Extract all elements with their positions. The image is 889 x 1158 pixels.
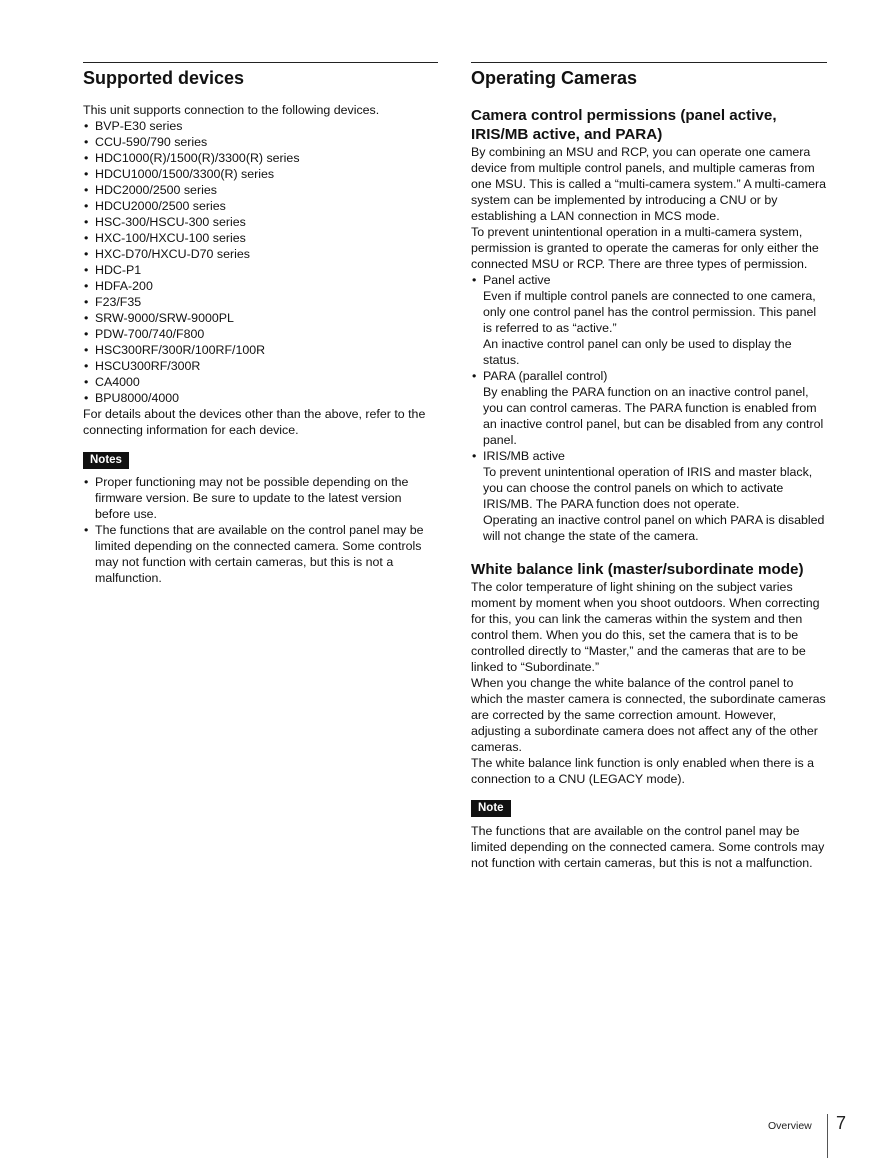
device-list-item: • BVP-E30 series — [83, 118, 438, 134]
device-list-item: • HSC300RF/300R/100RF/100R — [83, 342, 438, 358]
permission-item-title: • Panel active — [483, 273, 551, 287]
device-list-item: • F23/F35 — [83, 294, 438, 310]
permission-item-text: To prevent unintentional operation of IRIS and master black, you can choose the control panels on which to activate IRIS/MB. The PARA function does not operate. — [483, 465, 813, 511]
paragraph: By combining an MSU and RCP, you can operate one camera device from multiple control panels, and multiple cameras from one MSU. This is called a “multi-camera system.” A multi-camera system can be implemented by introducing a CNU or by establishing a LAN connection in MCS mode. — [471, 145, 827, 223]
paragraph: The color temperature of light shining on the subject varies moment by moment when you shoot outdoors. When correcting for this, you can link the cameras within the system and then control them. When you do this, set the camera that is to be controlled directly to “Master,” and the cameras that are to be linked to “Subordinate.” — [471, 580, 820, 674]
section-rule — [83, 62, 438, 63]
device-list-item: • BPU8000/4000 — [83, 390, 438, 406]
note-item: • Proper functioning may not be possible depending on the firmware version. Be sure to update to the latest version before use. — [83, 474, 438, 522]
notes-badge: Notes — [83, 452, 129, 469]
note-badge: Note — [471, 800, 511, 817]
device-list-item: • CA4000 — [83, 374, 438, 390]
permission-item-text: An inactive control panel can only be used to display the status. — [483, 337, 792, 367]
footer-section-label: Overview — [768, 1120, 812, 1132]
page-number: 7 — [836, 1113, 847, 1133]
device-list-item: • HDC1000(R)/1500(R)/3300(R) series — [83, 150, 438, 166]
intro-text: This unit supports connection to the following devices. — [83, 103, 380, 117]
permission-item-text: By enabling the PARA function on an inactive control panel, you can control cameras. The PARA function is enabled from an inactive control panel, but can be disabled from any control panel. — [483, 385, 824, 447]
device-list-item: • HDC-P1 — [83, 262, 438, 278]
subsection-title-permissions: Camera control permissions (panel active, IRIS/MB active, and PARA) — [471, 107, 777, 143]
notes-list — [83, 474, 438, 586]
device-list-item: • PDW-700/740/F800 — [83, 326, 438, 342]
note-item: • The functions that are available on the control panel may be limited depending on the connected camera. Some controls may not function with certain cameras, but this is not a malfunction. — [83, 522, 438, 586]
paragraph: To prevent unintentional operation in a multi-camera system, permission is granted to operate the cameras for only either the connected MSU or RCP. There are three types of permission. — [471, 225, 819, 271]
device-list — [83, 118, 438, 406]
device-list-item: • HDC2000/2500 series — [83, 182, 438, 198]
permission-item-text: Operating an inactive control panel on which PARA is disabled will not change the state of the camera. — [483, 513, 825, 543]
device-list-item: • HSCU300RF/300R — [83, 358, 438, 374]
permission-item — [471, 272, 827, 368]
left-column — [83, 62, 438, 586]
device-list-item: • HXC-100/HXCU-100 series — [83, 230, 438, 246]
permission-item — [471, 448, 827, 544]
outro-text: For details about the devices other than the above, refer to the connecting information for each device. — [83, 407, 426, 437]
section-title: Supported devices — [83, 68, 245, 88]
section-rule — [471, 62, 827, 63]
permission-item-title: • IRIS/MB active — [483, 449, 565, 463]
permission-item-text: Even if multiple control panels are connected to one camera, only one control panel has the control permission. This panel is referred to as “active.” — [483, 289, 817, 335]
note-text: The functions that are available on the control panel may be limited depending on the connected camera. Some controls may not function with certain cameras, but this is not a malfunction. — [471, 824, 825, 870]
paragraph: When you change the white balance of the control panel to which the master camera is connected, the subordinate cameras are corrected by the same correction amount. However, adjusting a subordinate camera does not affect any of the other cameras. — [471, 676, 826, 754]
device-list-item: • CCU-590/790 series — [83, 134, 438, 150]
device-list-item: • SRW-9000/SRW-9000PL — [83, 310, 438, 326]
subsection-title-white-balance: White balance link (master/subordinate mode) — [471, 561, 804, 578]
footer-divider — [827, 1114, 828, 1158]
paragraph: The white balance link function is only enabled when there is a connection to a CNU (LEGACY mode). — [471, 756, 815, 786]
device-list-item: • HDCU2000/2500 series — [83, 198, 438, 214]
device-list-item: • HXC-D70/HXCU-D70 series — [83, 246, 438, 262]
permission-item — [471, 368, 827, 448]
permission-list — [471, 272, 827, 544]
right-column — [471, 62, 827, 871]
permission-item-title: • PARA (parallel control) — [483, 369, 608, 383]
device-list-item: • HDFA-200 — [83, 278, 438, 294]
device-list-item: • HDCU1000/1500/3300(R) series — [83, 166, 438, 182]
section-title: Operating Cameras — [471, 68, 638, 88]
device-list-item: • HSC-300/HSCU-300 series — [83, 214, 438, 230]
